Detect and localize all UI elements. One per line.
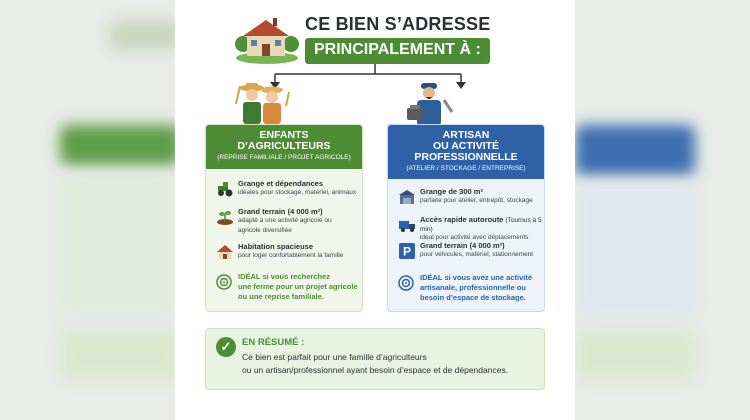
summary-body bbox=[242, 351, 542, 377]
header bbox=[235, 8, 535, 68]
summary-box bbox=[205, 328, 545, 390]
farmers-icon bbox=[232, 82, 292, 126]
card-header bbox=[388, 125, 544, 179]
feature-title: Grange et dépendances bbox=[238, 179, 324, 188]
poster bbox=[175, 0, 575, 420]
target-icon bbox=[398, 275, 416, 291]
svg-text:P: P bbox=[402, 244, 412, 259]
farmhouse-icon bbox=[235, 12, 299, 64]
card-farmers-children bbox=[205, 124, 363, 312]
sprout-icon bbox=[216, 209, 234, 225]
check-icon: ✓ bbox=[216, 337, 236, 357]
card-title: OU ACTIVITÉ bbox=[432, 140, 500, 152]
warehouse-icon bbox=[398, 189, 416, 205]
feature-title: Habitation spacieuse bbox=[238, 242, 314, 251]
card-title: D’AGRICULTEURS bbox=[237, 140, 331, 152]
blurred-background-left bbox=[0, 0, 175, 420]
feature-desc: agricole diversifiée bbox=[238, 226, 292, 234]
tractor-icon bbox=[216, 181, 234, 197]
summary-line: ou un artisan/professionnel ayant besoin d’espace et de dépendances. bbox=[242, 365, 509, 375]
summary-title: EN RÉSUMÉ : bbox=[242, 337, 305, 348]
feature-title: Accès rapide autoroute bbox=[420, 215, 504, 224]
feature-desc: pour loger confortablement la famille bbox=[238, 252, 344, 259]
ideal-text: ou une reprise familiale. bbox=[238, 292, 324, 301]
feature-desc: adapté à une activité agricole ou bbox=[238, 217, 332, 224]
page-subtitle: PRINCIPALEMENT À : bbox=[305, 38, 490, 64]
ideal-text: IDÉAL si vous recherchez bbox=[238, 272, 330, 281]
ideal-text: besoin d’espace de stockage. bbox=[420, 293, 526, 302]
card-title: PROFESSIONNELLE bbox=[414, 151, 518, 163]
target-icon bbox=[216, 274, 234, 290]
feature-desc: pour véhicules, matériel, stationnement bbox=[420, 251, 534, 258]
card-header bbox=[206, 125, 362, 169]
ideal-text: une ferme pour un projet agricole bbox=[238, 282, 358, 291]
page-title: CE BIEN S’ADRESSE bbox=[305, 14, 491, 34]
card-artisan-professional bbox=[387, 124, 545, 312]
house-icon bbox=[216, 244, 234, 260]
card-subtitle: (REPRISE FAMILIALE / PROJET AGRICOLE) bbox=[217, 154, 351, 161]
feature-title: Grand terrain (4 000 m²) bbox=[238, 207, 323, 216]
card-title: ARTISAN bbox=[442, 129, 490, 141]
feature-title: Grand terrain (4 000 m²) bbox=[420, 241, 505, 250]
card-subtitle: (ATELIER / STOCKAGE / ENTREPRISE) bbox=[406, 165, 526, 172]
feature-desc: idéales pour stockage, matériel, animaux bbox=[238, 189, 357, 196]
parking-icon bbox=[398, 243, 416, 259]
feature-extra: (Tournus à 5 min) bbox=[420, 217, 542, 233]
card-title: ENFANTS bbox=[259, 129, 309, 141]
ideal-text: artisanale, professionnelle ou bbox=[420, 283, 526, 292]
ideal-text: IDÉAL si vous avez une activité bbox=[420, 273, 532, 282]
feature-title: Grange de 300 m² bbox=[420, 187, 483, 196]
summary-line: Ce bien est parfait pour une famille d’agriculteurs bbox=[242, 352, 427, 362]
feature-desc: idéal pour activité avec déplacements bbox=[420, 234, 529, 241]
artisan-icon bbox=[402, 82, 456, 130]
blurred-background-right bbox=[575, 0, 750, 420]
feature-desc: parfaite pour atelier, entrepôt, stockage bbox=[420, 197, 533, 204]
truck-icon bbox=[398, 217, 416, 233]
